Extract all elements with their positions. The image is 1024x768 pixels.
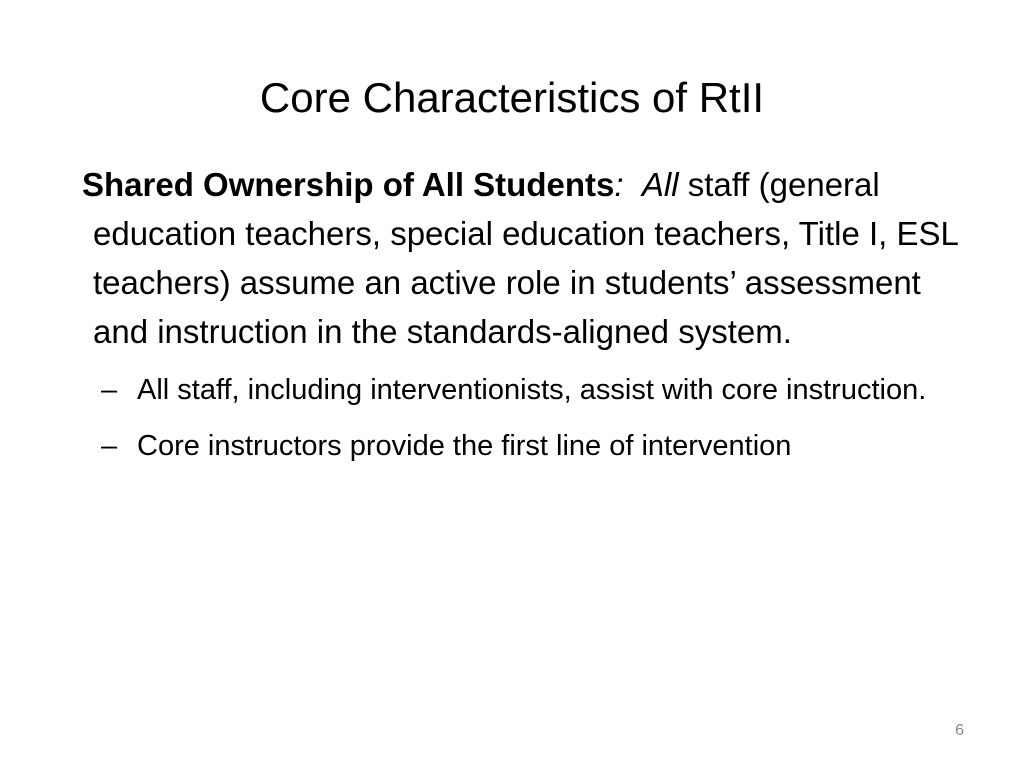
- sub-bullet: [82, 370, 962, 410]
- main-bullet-heading: Shared Ownership of All Students: [82, 166, 615, 203]
- slide-page-number: 6: [955, 722, 964, 739]
- sub-bullet: [82, 426, 962, 466]
- main-bullet: [82, 160, 962, 356]
- main-bullet-emphasis: All: [641, 166, 679, 203]
- sub-bullet-list: [82, 370, 962, 466]
- dash-bullet-icon: –: [101, 374, 118, 406]
- main-bullet-colon: :: [614, 166, 624, 203]
- slide-title: Core Characteristics of RtII: [259, 74, 765, 121]
- dash-bullet-icon: –: [101, 430, 118, 462]
- sub-bullet-text: Core instructors provide the first line of intervention: [137, 430, 792, 462]
- main-bullet-body: staff (general education teachers, special education teachers, Title I, ESL teachers) assume an active role in students’ assessment and instruction in the standards-aligned system.: [93, 166, 958, 350]
- sub-bullet-text: All staff, including interventionists, assist with core instruction.: [137, 374, 927, 406]
- slide-content: [82, 160, 962, 482]
